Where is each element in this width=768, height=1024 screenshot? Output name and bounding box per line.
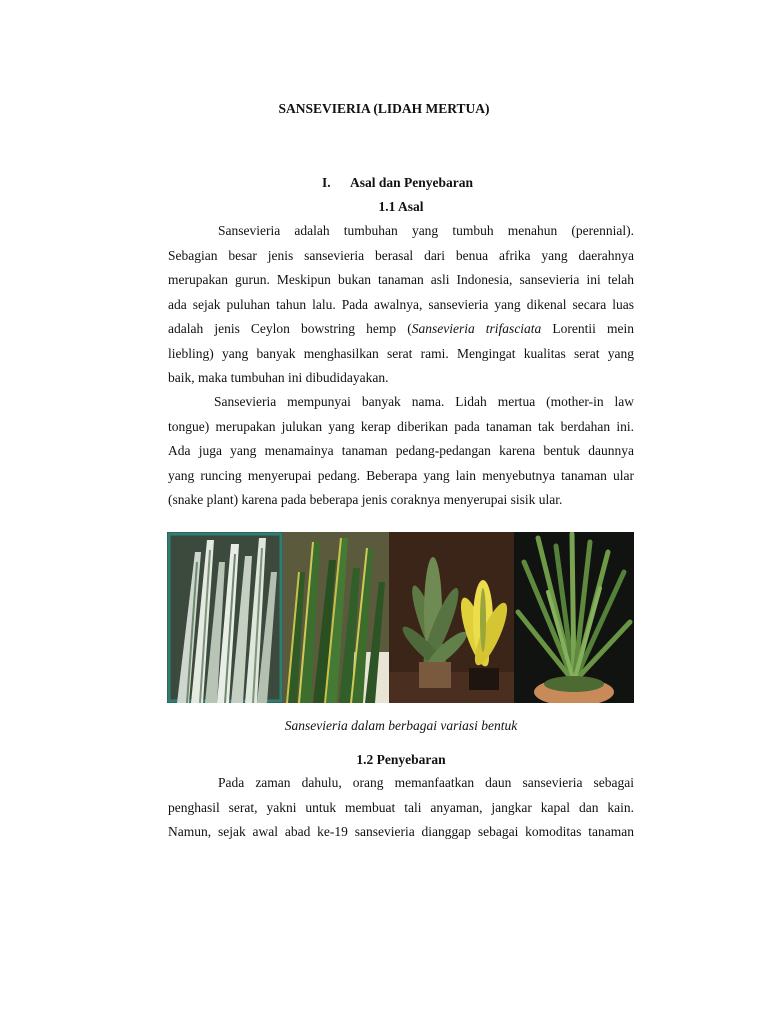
sansevieria-photo-2 xyxy=(283,532,389,703)
sansevieria-photo-1 xyxy=(167,532,283,703)
text-run: Lorentii mein xyxy=(541,321,634,336)
species-name: Sansevieria trifasciata xyxy=(411,321,542,336)
paragraph-asal-1 xyxy=(168,219,634,391)
text-line: baik, maka tumbuhan ini dibudidayakan. xyxy=(168,370,389,385)
text-line: liebling) yang banyak menghasilkan serat rami. Mengingat kualitas serat yang xyxy=(168,345,634,361)
subsection-heading-asal: 1.1 Asal xyxy=(378,199,424,214)
subsection-heading-penyebaran: 1.2 Penyebaran xyxy=(356,752,446,767)
sansevieria-photo-strip xyxy=(167,532,634,703)
text-line: Sansevieria mempunyai banyak nama. Lidah mertua (mother-in law xyxy=(214,394,634,409)
document-title: SANSEVIERIA (LIDAH MERTUA) xyxy=(278,101,490,116)
text-line: penghasil serat, yakni untuk membuat tali anyaman, jangkar kapal dan kain. xyxy=(168,799,634,815)
text-line: Pada zaman dahulu, orang memanfaatkan daun sansevieria sebagai xyxy=(218,775,634,790)
text-line: Namun, sejak awal abad ke-19 sansevieria dianggap sebagai komoditas tanaman xyxy=(168,824,634,839)
text-line: Sansevieria adalah tumbuhan yang tumbuh menahun (perennial). xyxy=(218,223,634,238)
section-number: I. xyxy=(322,175,331,190)
section-label: Asal dan Penyebaran xyxy=(350,175,474,190)
text-line: ada sejak puluhan tahun lalu. Pada awalnya, sansevieria yang dikenal secara luas xyxy=(168,296,634,312)
text-line: Ada juga yang menamainya tanaman pedang-pedangan karena bentuk daunnya xyxy=(168,443,634,458)
paragraph-asal-2 xyxy=(168,390,634,513)
sansevieria-photo-4 xyxy=(514,532,634,703)
text-line xyxy=(168,317,634,342)
text-line: Sebagian besar jenis sansevieria berasal dari benua afrika yang daerahnya xyxy=(168,247,634,263)
section-heading xyxy=(322,175,473,191)
sansevieria-photo-3 xyxy=(389,532,514,703)
figure-caption: Sansevieria dalam berbagai variasi bentuk xyxy=(284,718,518,733)
text-line: tongue) merupakan julukan yang kerap diberikan pada tanaman tak berdahan ini. xyxy=(168,418,634,434)
text-line: (snake plant) karena pada beberapa jenis coraknya menyerupai sisik ular. xyxy=(168,492,563,507)
text-run: adalah jenis Ceylon bowstring hemp ( xyxy=(168,321,412,336)
text-line: yang runcing menyerupai pedang. Beberapa yang lain menyebutnya tanaman ular xyxy=(168,467,634,483)
paragraph-penyebaran xyxy=(168,771,634,845)
text-line: merupakan gurun. Meskipun bukan tanaman asli Indonesia, sansevieria ini telah xyxy=(168,272,634,287)
